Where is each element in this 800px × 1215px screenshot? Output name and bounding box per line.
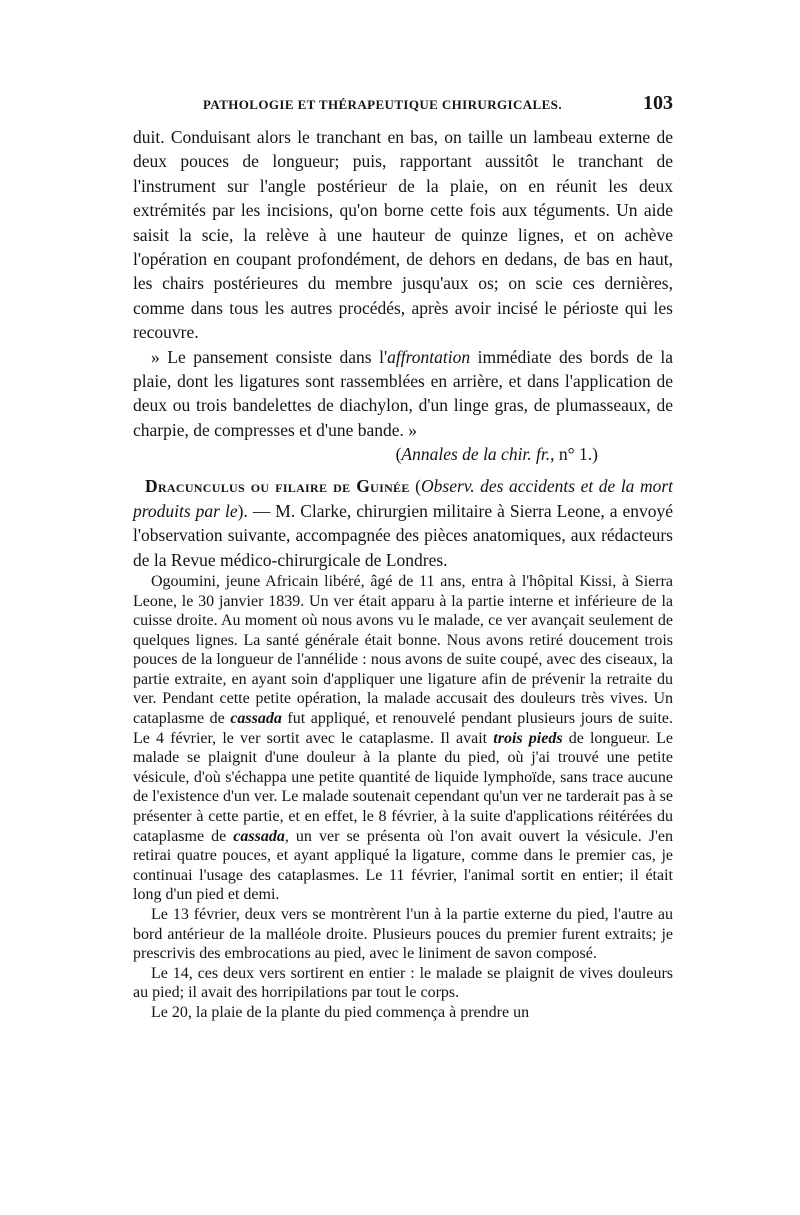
case-text-4: , un ver se présenta où l'on avait ouvert la vésicule. J'en retirai quatre pouces, et ayant appliqué la ligature, comme dans le premier cas, je continuai l'usage des cataplasmes. Le 11 février, l'animal sortit en entier; il était long d'un pied et demi. — [133, 827, 674, 904]
dressing-text-end: immédiate des bords de la plaie, dont les ligatures sont rassemblées en arrière, et dans l'application de deux ou trois bandelettes de diachylon, d'un linge gras, de plumasseaux, de charpie, de compresses et d'une bande. » — [133, 346, 673, 440]
affrontation-term: affrontation — [387, 346, 471, 367]
case-text-2: fut appliqué, et renouvelé pendant plusieurs jours de suite. Le 4 février, le ver sortit avec le cataplasme. Il avait — [133, 710, 674, 747]
heading-intro-text: ). — M. Clarke, chirurgien militaire à Sierra Leone, a envoyé l'observation suivante, accompagnée des pièces anatomiques, aux rédacteurs de la Revue médico-chirurgicale de Londres. — [133, 500, 674, 570]
citation-number: , n° 1.) — [550, 444, 598, 465]
section-heading-dracunculus — [133, 474, 673, 572]
cassada-term-2: cassada — [233, 827, 285, 845]
book-page — [133, 92, 673, 1023]
citation-open: ( — [395, 444, 402, 465]
paragraph-amputation-procedure: duit. Conduisant alors le tranchant en bas, on taille un lambeau externe de deux pouces de longueur; puis, rapportant aussitôt le tranchant de l'instrument sur l'angle postérieur de la plaie, on en réunit les deux extrémités par les incisions, qu'on borne cette fois aux téguments. Un aide saisit la scie, la relève à une hauteur de quinze lignes, et on achève l'opération en coupant profondément, de dehors en dedans, de bas en haut, les chairs postérieures du membre jusqu'aux os; on scie ces dernières, comme dans tous les autres procédés, après avoir incisé le périoste qui les recouvre. — [133, 127, 673, 343]
section-title: Dracunculus ou filaire de Guinée — [145, 476, 410, 497]
heading-observ: Observ. — [421, 476, 475, 497]
case-text-1: Ogoumini, jeune Africain libéré, âgé de 11 ans, entra à l'hôpital Kissi, à Sierra Leone, le 30 janvier 1839. Un ver était apparu à la partie interne et inférieure de la cuisse droite. Au moment où nous avons vu le malade, ce ver avançait seulement de quelques lignes. La santé générale était bonne. Nous avons retiré doucement trois pouces de la longueur de l'annélide : nous avons de suite coupé, avec des ciseaux, la partie extraite, en ayant soin d'appliquer une ligature afin de prévenir la retraite du ver. Pendant cette petite opération, la malade accusait des douleurs très vives. Un cataplasme de — [133, 572, 673, 728]
paragraph-february-14: Le 14, ces deux vers sortirent en entier : le malade se plaignit de vives douleurs au pied; il avait des horripilations par tout le corps. — [133, 964, 673, 1002]
citation-journal: Annales de la chir. fr. — [401, 444, 551, 465]
heading-description: des accidents et de la mort produits par le — [133, 476, 674, 521]
case-text-3: de longueur. Le malade se plaignit d'une douleur à la plante du pied, où j'ai trouvé une petite vésicule, d'où s'échappa une petite quantité de liquide lymphoïde, sans trace aucune de l'existence d'un ver. Le malade soutenait cependant qu'un ver ne tarderait pas à se présenter à cette partie, et en effet, le 8 février, à la suite d'applications réitérées du cataplasme de — [133, 729, 673, 845]
source-citation — [133, 442, 673, 466]
trois-pieds-term: trois pieds — [493, 729, 563, 747]
paragraph-case-observation — [133, 572, 673, 905]
paragraph-february-13: Le 13 février, deux vers se montrèrent l'un à la partie externe du pied, l'autre au bord antérieur de la malléole droite. Plusieurs pouces du premier furent extraits; je prescrivis des embrocations au pied, avec le liniment de savon composé. — [133, 906, 673, 963]
page-number: 103 — [643, 92, 673, 114]
running-title: PATHOLOGIE ET THÉRAPEUTIQUE CHIRURGICALES. — [203, 97, 562, 112]
running-head — [203, 92, 673, 115]
cassada-term-1: cassada — [230, 710, 282, 728]
paragraph-february-20: Le 20, la plaie de la plante du pied commença à prendre un — [151, 1003, 530, 1021]
paragraph-dressing — [133, 345, 673, 443]
heading-paren-open: ( — [409, 476, 422, 497]
dressing-text-start: » Le pansement consiste dans l' — [151, 346, 388, 367]
